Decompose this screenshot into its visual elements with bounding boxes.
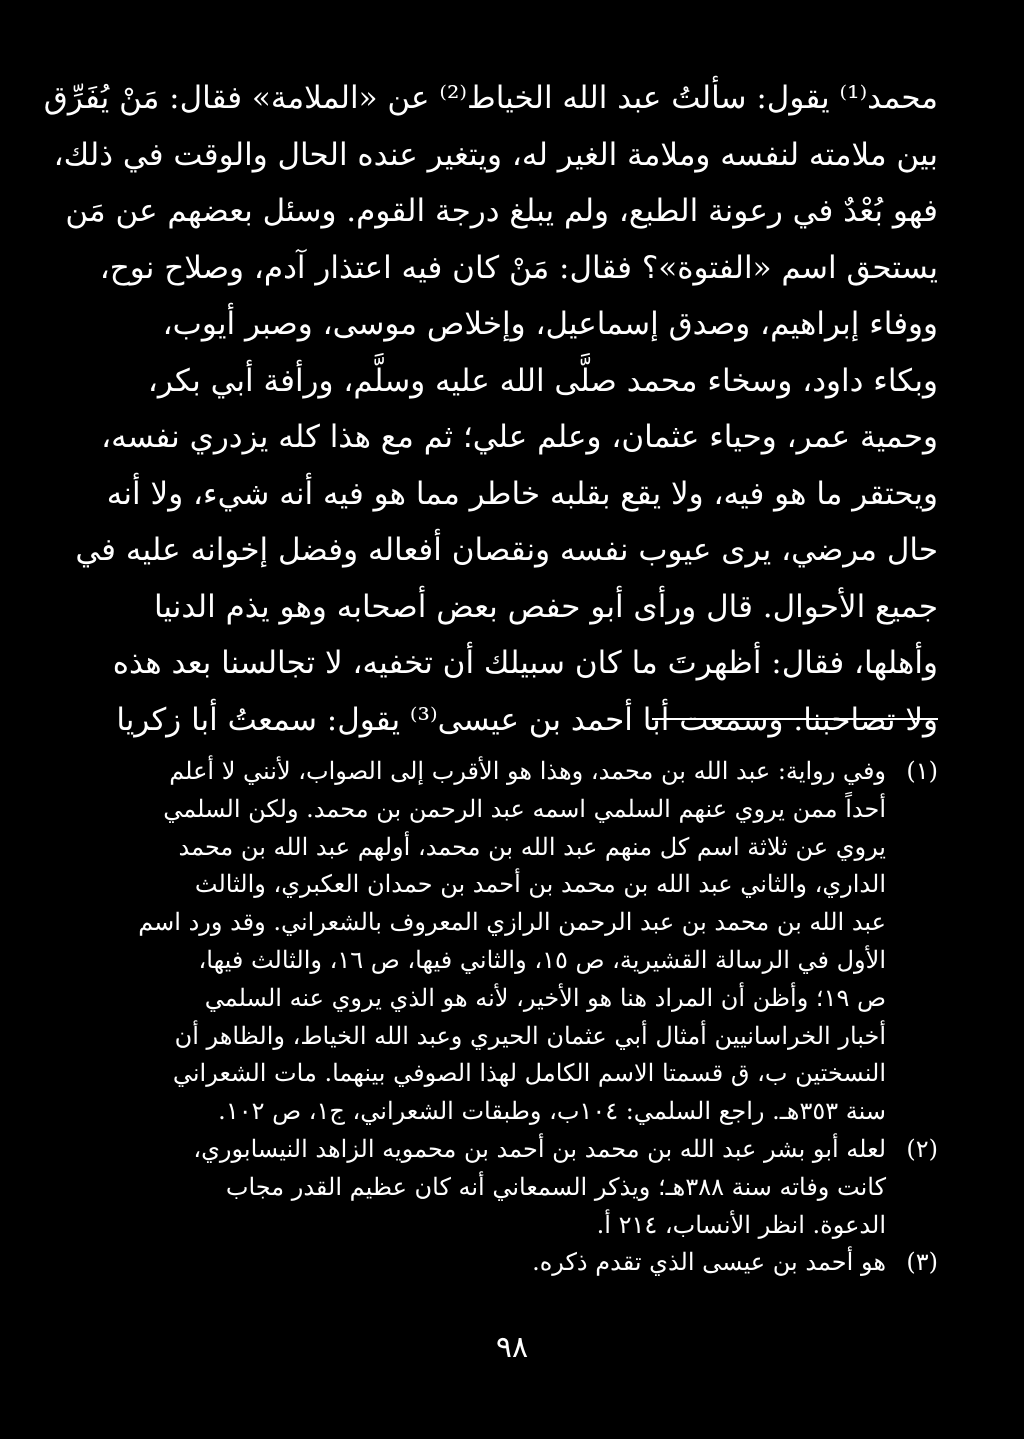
text-line: وحمية عمر، وحياء عثمان، وعلم علي؛ ثم مع هذا كله يزدري نفسه، — [101, 419, 938, 455]
footnote-marker: (٢) — [906, 1134, 938, 1163]
footnote-line — [86, 828, 938, 866]
text-line: جميع الأحوال. قال ورأى أبو حفص بعض أصحابه وهو يذم الدنيا — [153, 588, 938, 625]
text-line: يستحق اسم «الفتوة»؟ فقال: مَنْ كان فيه اعتذار آدم، وصلاح نوح، — [99, 249, 938, 286]
footnote-text: يروي عن ثلاثة اسم كل منهم عبد الله بن محمد، أولهم عبد الله بن محمد — [178, 832, 886, 861]
text-line: ووفاء إبراهيم، وصدق إسماعيل، وإخلاص موسى، وصبر أيوب، — [162, 306, 938, 342]
footnote-line — [86, 941, 938, 979]
footnote-line — [86, 1243, 938, 1281]
footnote-text: عبد الله بن محمد بن عبد الرحمن الرازي المعروف بالشعراني. وقد ورد اسم — [138, 908, 886, 937]
text-line: محمد⁽¹⁾ يقول: سألتُ عبد الله الخياط⁽²⁾ عن «الملامة» فقال: مَنْ يُفَرِّق — [43, 80, 938, 116]
text-line: ولا تصاحبنا. وسمعت أبا أحمد بن عيسى⁽³⁾ يقول: سمعتُ أبا زكريا — [116, 701, 938, 738]
footnote-line — [86, 1206, 938, 1244]
footnote-text: النسختين ب، ق قسمتا الاسم الكامل لهذا الصوفي بينهما. مات الشعراني — [172, 1059, 886, 1088]
footnote-line — [86, 903, 938, 941]
text-line: وبكاء داود، وسخاء محمد صلَّى الله عليه وسلَّم، ورأفة أبي بكر، — [147, 362, 938, 399]
footnote-text: هو أحمد بن عيسى الذي تقدم ذكره. — [532, 1248, 886, 1277]
footnote-line — [86, 752, 938, 790]
footnote-line — [86, 979, 938, 1017]
footnote-text: سنة ٣٥٣هـ. راجع السلمي: ١٠٤ب، وطبقات الشعراني، ج١، ص ١٠٢. — [218, 1097, 886, 1126]
main-text — [43, 70, 938, 748]
page-number: ٩٨ — [495, 1330, 529, 1365]
footnote-line — [86, 1054, 938, 1092]
footnotes — [86, 752, 938, 1281]
footnote-line — [86, 1130, 938, 1168]
footnote-text: الأول في الرسالة القشيرية، ص ١٥، والثاني فيها، ص ١٦، والثالث فيها، — [198, 945, 886, 974]
footnote-separator — [652, 718, 938, 720]
footnote-text: الداري، والثاني عبد الله بن محمد بن أحمد بن حمدان العكبري، والثالث — [194, 870, 886, 899]
text-line: حال مرضي، يرى عيوب نفسه ونقصان أفعاله وفضل إخوانه عليه في — [75, 532, 938, 568]
footnote-text: لعله أبو بشر عبد الله بن محمد بن أحمد بن محمويه الزاهد النيسابوري، — [193, 1134, 886, 1163]
text-line: ويحتقر ما هو فيه، ولا يقع بقلبه خاطر مما هو فيه أنه شيء، ولا أنه — [106, 475, 938, 512]
text-line: فهو بُعْدٌ في رعونة الطبع، ولم يبلغ درجة القوم. وسئل بعضهم عن مَن — [65, 193, 938, 229]
footnote-line — [86, 790, 938, 828]
footnote-line — [86, 865, 938, 903]
footnote-text: أخبار الخراسانيين أمثال أبي عثمان الحيري وعبد الله الخياط، والظاهر أن — [174, 1021, 886, 1050]
footnote-text: أحداً ممن يروي عنهم السلمي اسمه عبد الرحمن بن محمد. ولكن السلمي — [163, 794, 886, 823]
footnote-line — [86, 1168, 938, 1206]
footnote-text: وفي رواية: عبد الله بن محمد، وهذا هو الأقرب إلى الصواب، لأنني لا أعلم — [169, 757, 886, 785]
footnote-text: كانت وفاته سنة ٣٨٨هـ؛ ويذكر السمعاني أنه كان عظيم القدر مجاب — [225, 1172, 886, 1201]
footnote-text: ص ١٩؛ وأظن أن المراد هنا هو الأخير، لأنه هو الذي يروي عنه السلمي — [204, 983, 886, 1012]
text-line: بين ملامته لنفسه وملامة الغير له، ويتغير عنده الحال والوقت في ذلك، — [53, 136, 938, 173]
footnote-marker: (١) — [906, 757, 938, 785]
footnote-text: الدعوة. انظر الأنساب، ٢١٤ أ. — [596, 1210, 886, 1239]
footnote-line — [86, 1092, 938, 1130]
text-line: وأهلها، فقال: أظهرتَ ما كان سبيلك أن تخفيه، لا تجالسنا بعد هذه — [112, 645, 938, 681]
footnote-marker: (٣) — [906, 1248, 938, 1277]
footnote-line — [86, 1017, 938, 1055]
